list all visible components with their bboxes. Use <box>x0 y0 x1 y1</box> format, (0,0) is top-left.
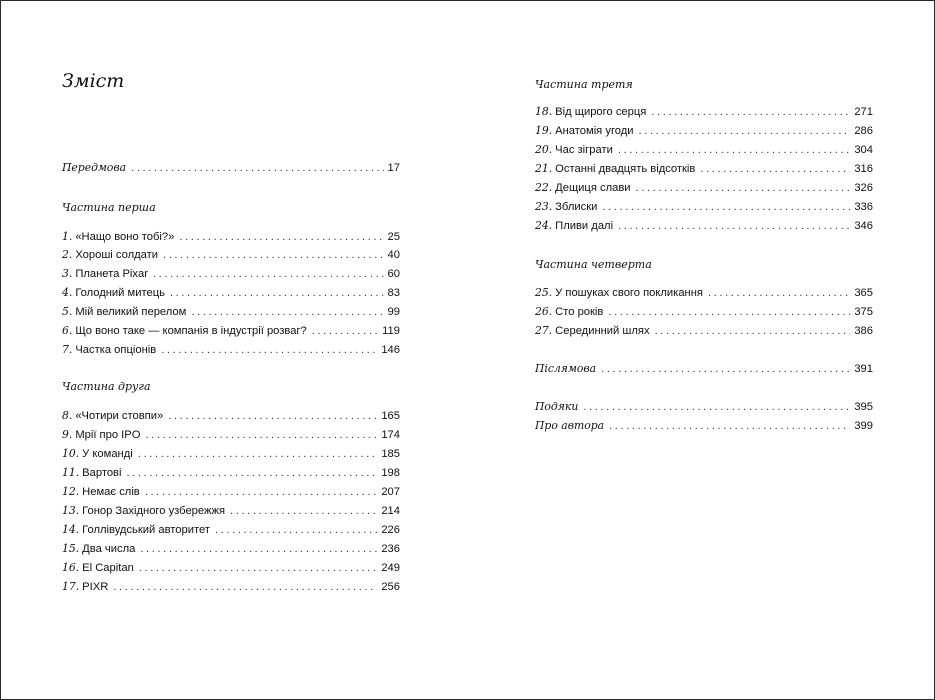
entry-number: 18. <box>535 105 553 118</box>
toc-entry[interactable] <box>62 248 400 262</box>
leader-dots <box>312 324 378 338</box>
entry-number: 1. <box>62 230 73 243</box>
entry-number: 8. <box>62 409 73 422</box>
entry-page: 256 <box>381 581 400 593</box>
entry-label: Хороші солдати <box>75 249 158 261</box>
leader-dots <box>655 324 851 338</box>
entry-number: 21. <box>535 162 553 175</box>
entry-page: 271 <box>854 106 873 118</box>
leader-dots <box>113 580 377 594</box>
entry-label: Про автора <box>535 419 605 432</box>
entry-number: 25. <box>535 286 553 299</box>
entry-page: 365 <box>854 287 873 299</box>
entry-number: 23. <box>535 200 553 213</box>
entry-number: 3. <box>62 267 73 280</box>
leader-dots <box>601 362 850 376</box>
toc-entry-afterword[interactable] <box>535 362 873 376</box>
leader-dots <box>639 124 851 138</box>
entry-label: Гонор Західного узбережжя <box>82 505 226 517</box>
entry-page: 83 <box>387 287 400 299</box>
toc-entry[interactable] <box>62 409 400 423</box>
entry-page: 119 <box>382 325 400 337</box>
leader-dots <box>191 305 383 319</box>
leader-dots <box>139 561 378 575</box>
entry-page: 25 <box>387 231 400 243</box>
entry-number: 17. <box>62 580 80 593</box>
entry-label: El Capitan <box>82 562 134 574</box>
entry-page: 286 <box>854 125 873 137</box>
entry-label: Що воно таке — компанія в індустрії розваг? <box>75 325 307 337</box>
toc-entry[interactable] <box>62 428 400 442</box>
entry-page: 326 <box>854 182 873 194</box>
entry-number: 22. <box>535 181 553 194</box>
entry-page: 40 <box>387 249 400 261</box>
entry-page: 336 <box>854 201 873 213</box>
entry-label: PIXR <box>82 581 109 593</box>
leader-dots <box>126 466 377 480</box>
toc-entry-preface[interactable] <box>62 161 400 175</box>
toc-entry[interactable] <box>62 542 400 556</box>
entry-label: Від щирого серця <box>555 106 647 118</box>
leader-dots <box>161 343 377 357</box>
toc-entry[interactable] <box>62 305 400 319</box>
toc-entry[interactable] <box>62 485 400 499</box>
leader-dots <box>145 485 378 499</box>
toc-entry[interactable] <box>62 580 400 594</box>
entry-label: Зблиски <box>555 201 598 213</box>
leader-dots <box>131 161 383 175</box>
entry-label: «Нащо воно тобі?» <box>75 231 175 243</box>
entry-label: У команді <box>82 448 133 460</box>
entry-number: 27. <box>535 324 553 337</box>
entry-label: Частка опціонів <box>75 344 157 356</box>
toc-entry[interactable] <box>62 324 400 338</box>
entry-label: Дещиця слави <box>555 182 631 194</box>
entry-label: Немає слів <box>82 486 140 498</box>
toc-entry[interactable] <box>62 343 400 357</box>
entry-number: 20. <box>535 143 553 156</box>
toc-entry[interactable] <box>62 267 400 281</box>
entry-label: Післямова <box>535 362 597 375</box>
entry-number: 6. <box>62 324 73 337</box>
entry-number: 12. <box>62 485 80 498</box>
entry-page: 17 <box>387 162 400 174</box>
toc-entry-about-author[interactable] <box>535 419 873 433</box>
toc-entry-acknowledgments[interactable] <box>535 400 873 414</box>
entry-number: 13. <box>62 504 80 517</box>
leader-dots <box>140 542 377 556</box>
leader-dots <box>608 305 850 319</box>
entry-label: У пошуках свого покликання <box>555 287 703 299</box>
toc-entry[interactable] <box>62 447 400 461</box>
entry-number: 7. <box>62 343 73 356</box>
toc-entry[interactable] <box>535 124 873 138</box>
entry-page: 391 <box>854 363 873 375</box>
entry-number: 9. <box>62 428 73 441</box>
leader-dots <box>170 286 384 300</box>
entry-page: 207 <box>381 486 400 498</box>
leader-dots <box>138 447 378 461</box>
entry-label: Два числа <box>82 543 136 555</box>
entry-label: Пливи далі <box>555 220 614 232</box>
entry-label: Передмова <box>62 161 127 174</box>
entry-page: 375 <box>854 306 873 318</box>
entry-label: Останні двадцять відсотків <box>555 163 696 175</box>
entry-label: Подяки <box>535 400 579 413</box>
toc-entry[interactable] <box>535 286 873 300</box>
part-heading-4: Частина четверта <box>535 258 652 271</box>
leader-dots <box>700 162 850 176</box>
leader-dots <box>609 419 850 433</box>
toc-entry[interactable] <box>535 305 873 319</box>
leader-dots <box>153 267 384 281</box>
toc-entry[interactable] <box>535 324 873 338</box>
entry-page: 236 <box>381 543 400 555</box>
entry-number: 11. <box>62 466 80 479</box>
entry-page: 386 <box>854 325 873 337</box>
toc-entry[interactable] <box>535 162 873 176</box>
entry-label: Сто років <box>555 306 604 318</box>
toc-entry[interactable] <box>62 504 400 518</box>
leader-dots <box>145 428 377 442</box>
entry-page: 60 <box>387 268 400 280</box>
entry-page: 165 <box>381 410 400 422</box>
entry-page: 214 <box>381 505 400 517</box>
entry-label: Голлівудський авторитет <box>82 524 210 536</box>
entry-number: 2. <box>62 248 73 261</box>
entry-label: Планета Pixar <box>75 268 148 280</box>
leader-dots <box>602 200 850 214</box>
leader-dots <box>636 181 851 195</box>
entry-page: 185 <box>381 448 400 460</box>
leader-dots <box>651 105 850 119</box>
leader-dots <box>215 523 377 537</box>
entry-page: 395 <box>854 401 873 413</box>
entry-page: 99 <box>387 306 400 318</box>
entry-number: 16. <box>62 561 80 574</box>
toc-entry[interactable] <box>535 105 873 119</box>
toc-entry[interactable] <box>62 466 400 480</box>
leader-dots <box>179 230 383 244</box>
leader-dots <box>708 286 850 300</box>
leader-dots <box>230 504 377 518</box>
leader-dots <box>163 248 384 262</box>
entry-label: Час зіграти <box>555 144 613 156</box>
entry-number: 26. <box>535 305 553 318</box>
toc-entry[interactable] <box>62 286 400 300</box>
toc-entry[interactable] <box>535 181 873 195</box>
toc-entry[interactable] <box>62 523 400 537</box>
leader-dots <box>618 219 850 233</box>
entry-page: 316 <box>854 163 873 175</box>
entry-number: 14. <box>62 523 80 536</box>
part-heading-2: Частина друга <box>62 380 151 393</box>
entry-label: Мрії про IPO <box>75 429 141 441</box>
entry-page: 174 <box>381 429 400 441</box>
entry-label: Анатомія угоди <box>555 125 634 137</box>
entry-label: «Чотири стовпи» <box>75 410 164 422</box>
entry-page: 304 <box>854 144 873 156</box>
entry-label: Серединний шлях <box>555 325 650 337</box>
part-heading-1: Частина перша <box>62 201 156 214</box>
entry-number: 10. <box>62 447 80 460</box>
entry-page: 146 <box>381 344 400 356</box>
entry-number: 4. <box>62 286 73 299</box>
entry-page: 226 <box>381 524 400 536</box>
entry-number: 24. <box>535 219 553 232</box>
entry-page: 399 <box>854 420 873 432</box>
page-title: Зміст <box>62 70 125 92</box>
leader-dots <box>618 143 851 157</box>
entry-number: 5. <box>62 305 73 318</box>
toc-entry[interactable] <box>535 219 873 233</box>
entry-label: Мій великий перелом <box>75 306 187 318</box>
part-heading-3: Частина третя <box>535 78 633 91</box>
leader-dots <box>168 409 377 423</box>
entry-page: 249 <box>381 562 400 574</box>
entry-number: 19. <box>535 124 553 137</box>
toc-entry[interactable] <box>535 200 873 214</box>
leader-dots <box>583 400 850 414</box>
entry-page: 198 <box>381 467 400 479</box>
toc-entry[interactable] <box>62 230 400 244</box>
toc-entry[interactable] <box>62 561 400 575</box>
entry-page: 346 <box>854 220 873 232</box>
entry-label: Вартові <box>82 467 122 479</box>
toc-entry[interactable] <box>535 143 873 157</box>
entry-number: 15. <box>62 542 80 555</box>
entry-label: Голодний митець <box>75 287 165 299</box>
